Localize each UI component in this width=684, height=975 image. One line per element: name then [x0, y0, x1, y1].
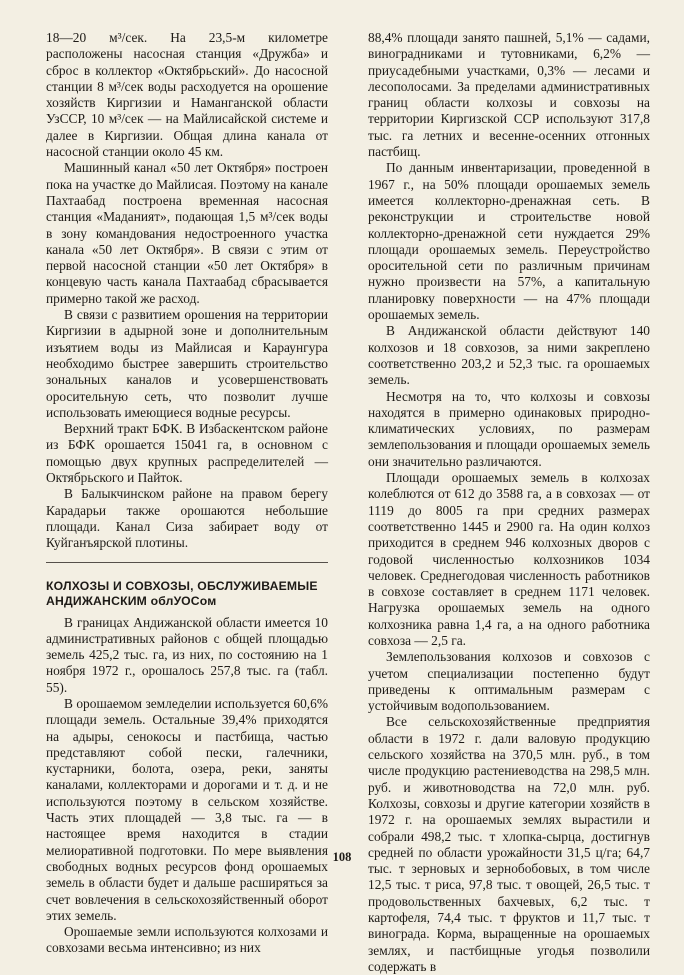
- paragraph: Все сельскохозяйственные предприятия области в 1972 г. дали валовую продукцию сельского хозяйства на 370,5 млн. руб., в том числе продукцию растениеводства на 298,5 млн. руб. и животноводства на 72,0 млн. руб. Колхозы, совхозы и другие категории хозяйств в 1972 г. на орошаемых землях вырастили и собрали 498,2 тыс. т хлопка-сырца, достигнув средней по области урожайности 31,5 ц/га; 64,7 тыс. т зерновых и зернобобовых, в том числе 12,5 тыс. т риса, 97,8 тыс. т овощей, 26,5 тыс. т продовольственных бахчевых, 6,2 тыс. т картофеля, 74,4 тыс. т фруктов и 11,7 тыс. т винограда. Корма, выращенные на орошаемых землях, и пастбищные угодья позволили содержать в: [368, 714, 650, 974]
- left-column: [46, 30, 328, 957]
- paragraph: В орошаемом земледелии используется 60,6% площади земель. Остальные 39,4% приходятся на адыры, сенокосы и пастбища, частью представляют собой пески, галечники, кустарники, болота, озера, реки, заняты каналами, коллекторами и дорогами и т. д. и не используются поэтому в сельском хозяйстве. Часть этих площадей — 3,8 тыс. га — в настоящее время находится в стадии мелиоративной подготовки. По мере выявления свободных водных ресурсов фонд орошаемых земель в области будет и дальше расширяться за счет вовлечения в сельскохозяйственный оборот этих земель.: [46, 695, 328, 923]
- paragraph: Верхний тракт БФК. В Избаскентском районе из БФК орошается 15041 га, в основном с помощью двух крупных распределителей — Октябрьского и Пайток.: [46, 421, 328, 486]
- paragraph: В границах Андижанской области имеется 10 административных районов с общей площадью земель 425,2 тыс. га, из них, по состоянию на 1 ноября 1972 г., орошалось 257,8 тыс. га (табл. 55).: [46, 614, 328, 695]
- paragraph: По данным инвентаризации, проведенной в 1967 г., на 50% площади орошаемых земель имеется коллекторно-дренажная сеть. В реконструкции и строительстве новой коллекторно-дренажной сети нуждается 29% площади орошаемых земель. Переустройство оросительной сети по различным причинам нужно произвести на 57%, а капитальную планировку поверхности — на 47% площади орошаемых земель.: [368, 160, 650, 323]
- paragraph: В Балыкчинском районе на правом берегу Карадарьи также орошаются небольшие площади. Канал Сиза забирает воду от Куйганъярской плотины.: [46, 486, 328, 551]
- page-number: 108: [332, 850, 352, 864]
- paragraph: Орошаемые земли используются колхозами и совхозами весьма интенсивно; из них: [46, 924, 328, 956]
- paragraph: Площади орошаемых земель в колхозах колеблются от 612 до 3588 га, а в совхозах — от 1119 до 8005 га при средних размерах соответственно 1445 и 2900 га. На один колхоз приходится в среднем 946 колхозных дворов с годовой численностью колхозников 1034 человек. Среднегодовая численность работников в совхозе составляет в среднем 1171 человек. Нагрузка орошаемых земель на одного колхозника равна 1,4 га, а на одного работника совхоза — 2,5 га.: [368, 470, 650, 648]
- paragraph: Землепользования колхозов и совхозов с учетом специализации постепенно будут приведены к оптимальным размерам с устойчивым водопользованием.: [368, 649, 650, 714]
- section-divider: [46, 562, 328, 563]
- paragraph: 88,4% площади занято пашней, 5,1% — садами, виноградниками и тутовниками, 6,2% — приусадебными участками, 0,3% — лесами и лесополосами. За пределами административных границ области колхозы и совхозы на территории Киргизской ССР используют 317,8 тыс. га летних и весенне-осенних отгонных пастбищ.: [368, 30, 650, 160]
- paragraph: Машинный канал «50 лет Октября» построен пока на участке до Майлисая. Поэтому на канале Пахтаабад построена временная насосная станция «Маданият», подающая 1,5 м³/сек воды в зону командования недостроенного участка канала «50 лет Октября». В связи с этим от первой насосной станции «50 лет Октября» в концевую часть канала Пахтаабад сбрасывается примерно такой же расход.: [46, 160, 328, 306]
- paragraph: 18—20 м³/сек. На 23,5-м километре расположены насосная станция «Дружба» и сброс в коллектор «Октябрьский». До насосной станции 8 м³/сек воды расходуется на орошение хозяйств Киргизии и Наманганской области УзССР, 10 м³/сек — на Майлисайской системе и далее в Киргизии. Общая длина канала от насосной станции около 45 км.: [46, 30, 328, 160]
- right-column: [368, 30, 650, 975]
- paragraph: В связи с развитием орошения на территории Киргизии в адырной зоне и дополнительным изъятием воды из Майлисая и Караунгура необходимо быстрее завершить строительство зональных каналов и усовершенствовать оросительную сеть, что позволит лучше использовать имеющиеся водные ресурсы.: [46, 307, 328, 420]
- paragraph: В Андижанской области действуют 140 колхозов и 18 совхозов, за ними закреплено соответственно 203,2 и 52,3 тыс. га орошаемых земель.: [368, 323, 650, 388]
- paragraph: Несмотря на то, что колхозы и совхозы находятся в примерно одинаковых природно-климатических условиях, по размерам землепользования и площади орошаемых земель они значительно различаются.: [368, 388, 650, 469]
- section-heading: КОЛХОЗЫ И СОВХОЗЫ, ОБСЛУЖИВАЕМЫЕ АНДИЖАНСКИМ облУОСом: [46, 578, 318, 608]
